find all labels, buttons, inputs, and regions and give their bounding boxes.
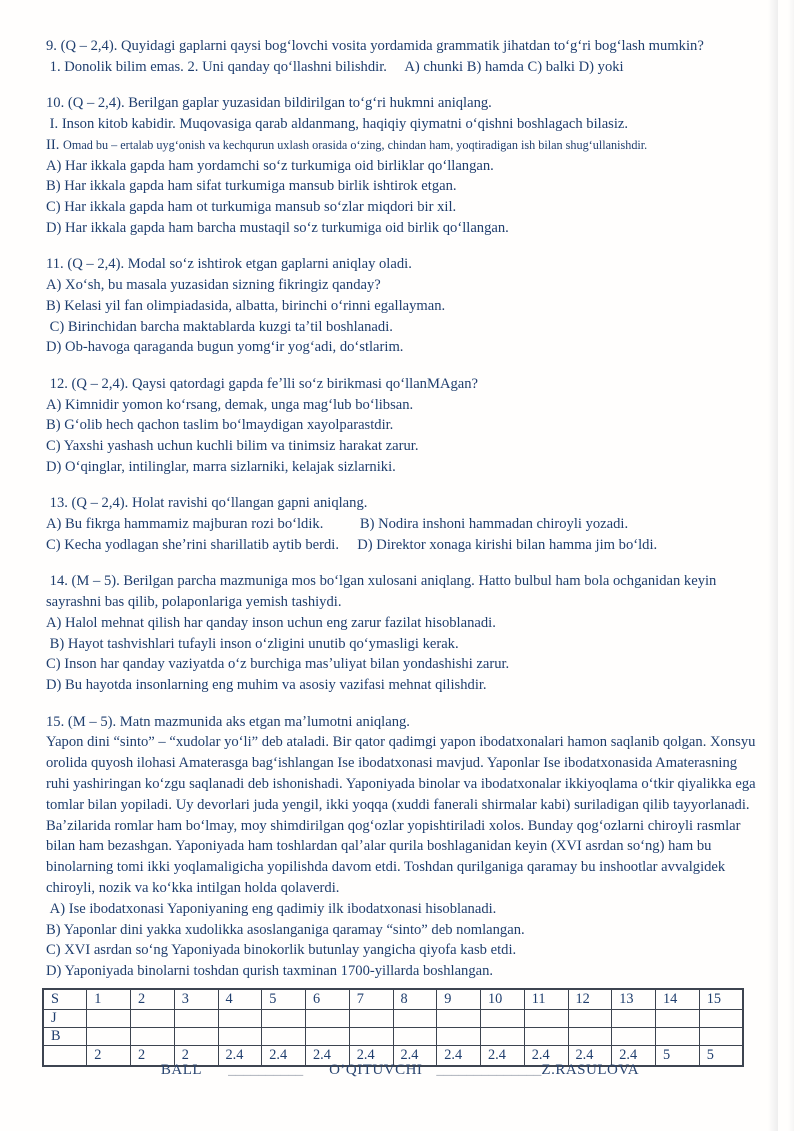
question-line: D) Ob-havoga qaraganda bugun yomgʻir yogʻadi, doʻstlarim. [46, 339, 404, 356]
score-table-body [43, 989, 743, 1066]
question-line: 13. (Q – 2,4). Holat ravishi qoʻllangan gapni aniqlang. [46, 495, 368, 512]
question-line: A) Bu fikrga hammamiz majburan rozi boʻldik. B) Nodira inshoni hammadan chiroyli yozadi. [46, 516, 629, 533]
question-line: B) Yaponlar dini yakka xudolikka asoslanganiga qaramay “sinto” deb nomlangan. [46, 921, 525, 938]
questions-section [46, 36, 760, 982]
line-text: Omad bu – ertalab uygʻonish va kechqurun uxlash orasida oʻzing, chindan ham, yoqtiradigan ish bilan shugʻullanishdir. [63, 137, 648, 152]
score-table-cell [262, 1028, 306, 1046]
score-table-cell: 6 [306, 989, 350, 1010]
score-table-cell [174, 1010, 218, 1028]
question-line: Yapon dini “sinto” – “xudolar yoʻli” deb ataladi. Bir qator qadimgi yapon ibodatxonalari hamon saqlanib qolgan. Xonsyu orolida quyosh ilohasi Amaterasga bagʻishlangan Ise ibodatxonasi mavjud. Yaponlar Ise ibodatxonasida Amaterasning ruhi yashiringan koʻzgu saqlanadi deb ishonishadi. Yaponiyada binolar va ibodatxonalar ikkiyoqlama oʻtkir qiyalikka ega tomlar bilan yopiladi. Uy devorlari juda yengil, ikki yoqqa (xuddi fanerali shirmalar kabi) suriladigan qilib tayyorlanadi. Baʼzilarida romlar ham boʻlmay, moy shimdirilgan qogʻozlar yopishtiriladi xolos. Bunday qogʻozlarni chiroyli rasmlar bilan ham bezashgan. Yaponiyada ham toshlardan qalʼalar qurila boshlaganidan keyin (XVI asrdan soʻng) ham bu binolarning tomi ikki yoqlamaligicha yopilishda davom etdi. Toshdan qurilganiga qaramay bu inshootlar avvalgidek chiroyli, nozik va koʻkka intilgan holda qolaverdi. [46, 734, 760, 896]
score-table-cell [393, 1028, 437, 1046]
score-table-cell [568, 1028, 612, 1046]
score-table-cell [306, 1010, 350, 1028]
score-table-cell [306, 1028, 350, 1046]
score-table-cell [87, 1028, 131, 1046]
score-table-cell: 9 [437, 989, 481, 1010]
question-line: B) Har ikkala gapda ham sifat turkumiga mansub birlik ishtirok etgan. [46, 178, 457, 195]
score-table-cell [393, 1010, 437, 1028]
teacher-blank: ______________ [436, 1062, 542, 1078]
score-table-cell: 11 [524, 989, 568, 1010]
question-line: D) Yaponiyada binolarni toshdan qurish taxminan 1700-yillarda boshlangan. [46, 963, 494, 980]
score-table-cell [262, 1010, 306, 1028]
score-table-cell: 3 [174, 989, 218, 1010]
question-line: 14. (M – 5). Berilgan parcha mazmuniga mos boʻlgan xulosani aniqlang. Hatto bulbul ham bola ochganidan keyin sayrashni bas qilib, polaponlariga yemish tashiydi. [46, 573, 721, 611]
line-prefix: II. [46, 136, 64, 153]
question-line: D) Oʻqinglar, intilinglar, marra sizlarniki, kelajak sizlarniki. [46, 458, 396, 475]
score-table-cell: 2.4 [349, 1046, 393, 1067]
question-line: C) XVI asrdan soʻng Yaponiyada binokorlik butunlay yangicha qiyofa kasb etdi. [46, 942, 517, 959]
score-table-cell [437, 1028, 481, 1046]
score-table-cell [349, 1010, 393, 1028]
score-table-cell: 5 [656, 1046, 700, 1067]
score-table-cell [699, 1010, 743, 1028]
score-table-row-ball [43, 1028, 743, 1046]
question-line: 11. (Q – 2,4). Modal soʻz ishtirok etgan gaplarni aniqlay oladi. [46, 256, 412, 273]
score-table-cell: 2.4 [393, 1046, 437, 1067]
score-table-cell: 8 [393, 989, 437, 1010]
question-line: C) Birinchidan barcha maktablarda kuzgi taʼtil boshlanadi. [46, 318, 393, 335]
question-line: A) Kimnidir yomon koʻrsang, demak, unga magʻlub boʻlibsan. [46, 396, 414, 413]
score-table-cell: 10 [481, 989, 525, 1010]
score-table-cell: 2.4 [568, 1046, 612, 1067]
question-line: B) Hayot tashvishlari tufayli inson oʻzligini unutib qoʻymasligi kerak. [46, 635, 459, 652]
score-table-cell: 2.4 [612, 1046, 656, 1067]
question-line: C) Har ikkala gapda ham ot turkumiga mansub soʻzlar miqdori bir xil. [46, 199, 457, 216]
score-table-cell [218, 1010, 262, 1028]
score-table-row-savol-raqami [43, 989, 743, 1010]
question-line: C) Kecha yodlagan sheʼrini sharillatib aytib berdi. D) Direktor xonaga kirishi bilan hamma jim boʻldi. [46, 536, 658, 553]
score-table [42, 988, 744, 1067]
score-table-cell [131, 1028, 175, 1046]
question-block-q9 [46, 36, 756, 78]
question-line: D) Har ikkala gapda ham barcha mustaqil soʻz turkumiga oid birlik qoʻllangan. [46, 219, 509, 236]
teacher-name: Z.RASULOVA [541, 1062, 640, 1078]
score-table-cell: 14 [656, 989, 700, 1010]
score-table-cell: 7 [349, 989, 393, 1010]
score-table-cell [87, 1010, 131, 1028]
score-table-cell: 2.4 [437, 1046, 481, 1067]
score-table-cell: 2.4 [524, 1046, 568, 1067]
score-table-cell: 2.4 [262, 1046, 306, 1067]
score-table-cell [218, 1028, 262, 1046]
score-table-cell: 2 [87, 1046, 131, 1067]
score-table-cell [568, 1010, 612, 1028]
score-table-cell [612, 1010, 656, 1028]
scan-artifact [768, 0, 778, 1131]
question-line: A) Ise ibodatxonasi Yaponiyaning eng qadimiy ilk ibodatxonasi hisoblanadi. [46, 900, 497, 917]
question-line: 12. (Q – 2,4). Qaysi qatordagi gapda feʼlli soʻz birikmasi qoʻllanMAgan? [46, 375, 479, 392]
question-line: B) Kelasi yil fan olimpiadasida, albatta, birinchi oʻrinni egallayman. [46, 297, 446, 314]
question-line: I. Inson kitob kabidir. Muqovasiga qarab aldanmang, haqiqiy qiymatni oʻqishni boshlagach bilasiz. [46, 115, 629, 132]
score-table-cell: 5 [699, 1046, 743, 1067]
score-table-cell: 4 [218, 989, 262, 1010]
question-line: A) Har ikkala gapda ham yordamchi soʻz turkumiga oid birliklar qoʻllangan. [46, 157, 494, 174]
score-table-cell [437, 1010, 481, 1028]
scan-artifact [788, 0, 794, 1131]
question-line: 9. (Q – 2,4). Quyidagi gaplarni qaysi bogʻlovchi vosita yordamida grammatik jihatdan toʻgʻri bogʻlash mumkin? [46, 38, 704, 54]
score-table-cell [481, 1028, 525, 1046]
question-block-q12 [46, 374, 756, 478]
score-table-cell [131, 1010, 175, 1028]
score-table-cell: B [43, 1028, 87, 1046]
score-table-cell: 5 [262, 989, 306, 1010]
question-line: 1. Donolik bilim emas. 2. Uni qanday qoʻllashni bilishdir. A) chunki B) hamda C) balki D) yoki [46, 58, 624, 75]
question-line: C) Yaxshi yashash uchun kuchli bilim va tinimsiz harakat zarur. [46, 438, 419, 455]
score-table-cell: 2.4 [306, 1046, 350, 1067]
teacher-label: O’QITUVCHI [329, 1062, 423, 1078]
question-line: 15. (M – 5). Matn mazmunida aks etgan maʼlumotni aniqlang. [46, 713, 410, 730]
ball-blank: __________ [228, 1062, 304, 1078]
question-line: 10. (Q – 2,4). Berilgan gaplar yuzasidan bildirilgan toʻgʻri hukmni aniqlang. [46, 95, 492, 112]
question-block-q15 [46, 712, 760, 982]
score-table-cell: 2 [131, 989, 175, 1010]
score-table-cell [481, 1010, 525, 1028]
score-table-cell: 1 [87, 989, 131, 1010]
score-table-cell [524, 1010, 568, 1028]
score-table-cell: J [43, 1010, 87, 1028]
score-table-cell [524, 1028, 568, 1046]
score-table-cell: 2.4 [218, 1046, 262, 1067]
question-block-q10 [46, 93, 756, 239]
score-table-cell [349, 1028, 393, 1046]
score-table-cell [656, 1010, 700, 1028]
question-line: B) Gʻolib hech qachon taslim boʻlmaydigan xayolparastdir. [46, 417, 394, 434]
question-block-q11 [46, 254, 756, 358]
score-table-cell [699, 1028, 743, 1046]
score-table-cell: 12 [568, 989, 612, 1010]
score-table-cell: S [43, 989, 87, 1010]
question-block-q13 [46, 493, 756, 555]
score-table-cell: 2 [131, 1046, 175, 1067]
score-table-row-javob [43, 1010, 743, 1028]
score-table-cell: 15 [699, 989, 743, 1010]
question-line: D) Bu hayotda insonlarning eng muhim va asosiy vazifasi mehnat qilishdir. [46, 677, 487, 694]
question-line: A) Halol mehnat qilish har qanday inson uchun eng zarur fazilat hisoblanadi. [46, 614, 496, 631]
score-table-cell: 2 [174, 1046, 218, 1067]
score-table-cell [612, 1028, 656, 1046]
question-line: A) Xoʻsh, bu masala yuzasidan sizning fikringiz qanday? [46, 277, 381, 294]
score-table-cell: 2.4 [481, 1046, 525, 1067]
ball-label: BALL [160, 1062, 203, 1078]
score-table-cell: 13 [612, 989, 656, 1010]
question-line [46, 135, 756, 156]
score-table-cell [174, 1028, 218, 1046]
question-line: C) Inson har qanday vaziyatda oʻz burchiga masʼuliyat bilan yondashishi zarur. [46, 656, 510, 673]
score-table-cell [656, 1028, 700, 1046]
question-block-q14 [46, 571, 756, 696]
footer-line [0, 1062, 800, 1079]
